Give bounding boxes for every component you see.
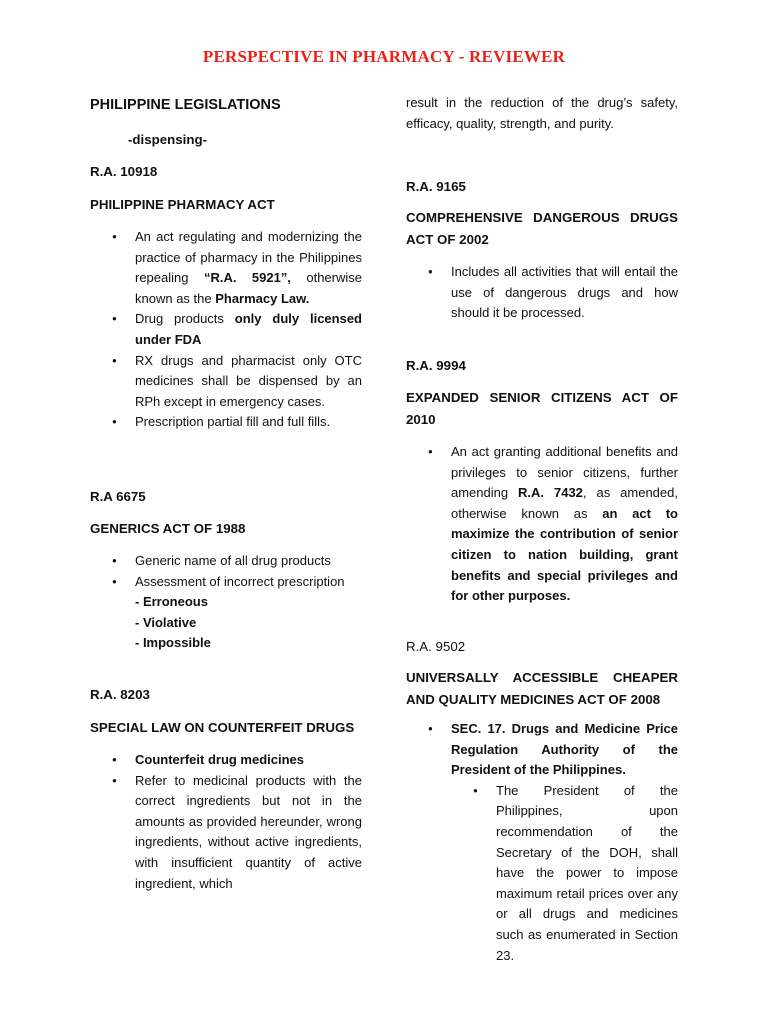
- ra8203-number: R.A. 8203: [90, 687, 150, 702]
- list-item: ● SEC. 17. Drugs and Medicine Price Regulation Authority of the President of the Philippines. ● The President of the Philippines, upon recommendation of the Secretary of the DOH, shall have the power to impose maximum retail prices over any or all drugs and medicines such as enumerated in Section 23.: [406, 719, 678, 966]
- ra9502-name: UNIVERSALLY ACCESSIBLE CHEAPER AND QUALITY MEDICINES ACT OF 2008: [406, 670, 678, 707]
- section-subheading: -dispensing-: [128, 132, 208, 147]
- dash-item-impossible: - Impossible: [135, 635, 211, 651]
- ra9994-name: EXPANDED SENIOR CITIZENS ACT OF 2010: [406, 390, 678, 427]
- nested-list: [451, 781, 678, 966]
- ra6675-number: R.A 6675: [90, 489, 146, 504]
- ra9994-list: [406, 442, 678, 607]
- dash-item-violative: - Violative: [135, 614, 197, 630]
- list-item: ● The President of the Philippines, upon recommendation of the Secretary of the DOH, shall have the power to impose maximum retail prices over any or all drugs and medicines such as enumerated in Section 23.: [451, 781, 678, 966]
- ra9165-number: R.A. 9165: [406, 179, 466, 194]
- ra9165-list: [406, 262, 678, 324]
- list-item: ● Prescription partial fill and full fills.: [90, 412, 362, 433]
- ra8203-list: [90, 750, 362, 894]
- list-item: ● An act granting additional benefits and privileges to senior citizens, further amending R.A. 7432, as amended, otherwise known as an act to maximize the contribution of senior citizen to nation building, grant benefits and special privileges and for other purposes.: [406, 442, 678, 607]
- list-item: ● Includes all activities that will entail the use of dangerous drugs and how should it be processed.: [406, 262, 678, 324]
- continuation-text: result in the reduction of the drug’s safety, efficacy, quality, strength, and purity.: [406, 95, 678, 131]
- ra9165-name: COMPREHENSIVE DANGEROUS DRUGS ACT OF 2002: [406, 210, 678, 247]
- list-item: ● Generic name of all drug products: [90, 551, 362, 572]
- ra9502-list: [406, 719, 678, 966]
- ra9502-number: R.A. 9502: [406, 639, 466, 654]
- ra10918-number: R.A. 10918: [90, 164, 158, 179]
- document-title: PERSPECTIVE IN PHARMACY - REVIEWER: [202, 47, 566, 66]
- ra6675-name: GENERICS ACT OF 1988: [90, 521, 246, 536]
- section-heading: PHILIPPINE LEGISLATIONS: [90, 97, 281, 113]
- ra6675-list: [90, 551, 362, 654]
- list-item: ● RX drugs and pharmacist only OTC medicines shall be dispensed by an RPh except in emergency cases.: [90, 351, 362, 413]
- ra9994-number: R.A. 9994: [406, 358, 466, 373]
- list-item: ● Refer to medicinal products with the correct ingredients but not in the amounts as provided hereunder, wrong ingredients, without active ingredients, with insufficient quantity of active ingredient, which: [90, 771, 362, 895]
- list-item: ● Counterfeit drug medicines: [90, 750, 362, 771]
- list-item: ● Drug products only duly licensed under FDA: [90, 309, 362, 350]
- dash-item-erroneous: - Erroneous: [135, 594, 208, 610]
- ra8203-name: SPECIAL LAW ON COUNTERFEIT DRUGS: [90, 720, 355, 735]
- ra10918-name: PHILIPPINE PHARMACY ACT: [90, 197, 275, 212]
- list-item: ● An act regulating and modernizing the practice of pharmacy in the Philippines repealing “R.A. 5921”, otherwise known as the Pharmacy Law.: [90, 227, 362, 309]
- ra10918-list: [90, 227, 362, 433]
- list-item: ● Assessment of incorrect prescription - Erroneous - Violative - Impossible: [90, 572, 362, 654]
